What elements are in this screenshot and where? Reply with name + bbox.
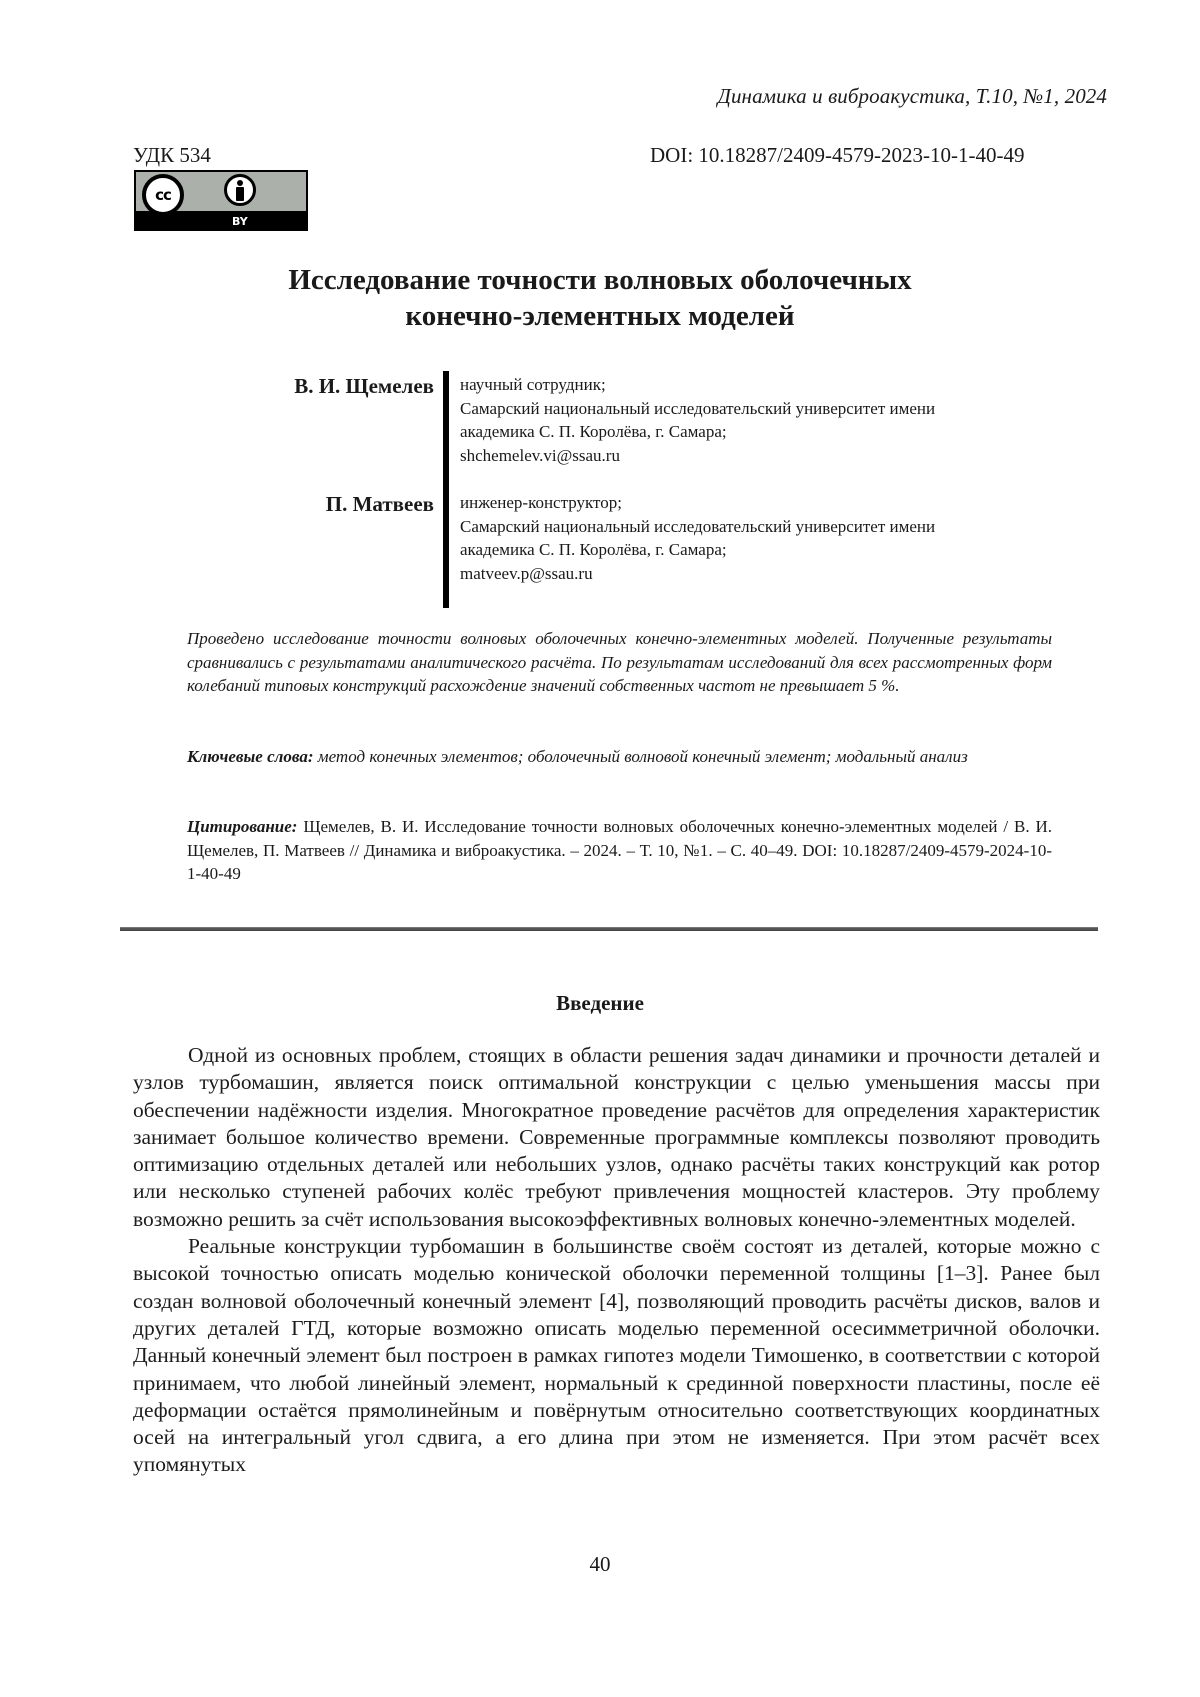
- author-affiliation: академика С. П. Королёва, г. Самара;: [460, 422, 727, 441]
- author-position: инженер-конструктор;: [460, 493, 622, 512]
- citation: [187, 815, 1052, 886]
- body-text: [133, 1042, 1100, 1479]
- citation-label: Цитирование:: [187, 817, 298, 836]
- author-email[interactable]: shchemelev.vi@ssau.ru: [460, 445, 620, 465]
- author-divider-bar: [443, 371, 449, 608]
- paragraph: Реальные конструкции турбомашин в большинстве своём состоят из деталей, которые можно с высокой точностью описать моделью конической оболочки переменной толщины [1–3]. Ранее был создан волновой оболочечный конечный элемент [4], позволяющий проводить расчёты дисков, валов и других деталей ГТД, которые возможно описать моделью переменной осесимметричной оболочки. Данный конечный элемент был построен в рамках гипотез модели Тимошенко, в соответствии с которой принимаем, что любой линейный элемент, нормальный к срединной поверхности пластины, после её деформации остаётся прямолинейным и повёрнутым относительно соответствующих координатных осей на интегральный угол сдвига, а его длина при этом не изменяется. При этом расчёт всех упомянутых: [133, 1234, 1100, 1477]
- keywords-text: метод конечных элементов; оболочечный волновой конечный элемент; модальный анализ: [317, 747, 968, 766]
- abstract: Проведено исследование точности волновых оболочечных конечно-элементных моделей. Полученные результаты сравнивались с результатами аналитического расчёта. По результатам исследований для всех рассмотренных форм колебаний типовых конструкций расхождение значений собственных частот не превышает 5 %.: [187, 629, 1052, 695]
- creative-commons-icon: [142, 174, 184, 216]
- author-info: [460, 373, 935, 467]
- keywords-label: Ключевые слова:: [187, 747, 314, 766]
- section-heading: Введение: [556, 991, 644, 1015]
- author-name: П. Матвеев: [325, 492, 434, 516]
- cc-by-license-icon: [134, 170, 308, 231]
- author-affiliation: академика С. П. Королёва, г. Самара;: [460, 540, 727, 559]
- cc-label: cc: [155, 186, 171, 204]
- paragraph: Одной из основных проблем, стоящих в области решения задач динамики и прочности деталей и узлов турбомашин, является поиск оптимальной конструкции с целью уменьшения массы при обеспечении надёжности изделия. Многократное проведение расчётов для определения характеристик занимает большое количество времени. Современные программные комплексы позволяют проводить оптимизацию отдельных деталей или небольших узлов, однако расчёты таких конструкций как ротор или несколько ступеней рабочих колёс требуют привлечения мощностей кластеров. Эту проблему возможно решить за счёт использования высокоэффективных волновых конечно-элементных моделей.: [133, 1043, 1100, 1231]
- by-label: BY: [232, 215, 248, 228]
- author-email[interactable]: matveev.p@ssau.ru: [460, 563, 593, 583]
- article-title: [160, 262, 1040, 334]
- attribution-person-icon: [224, 174, 256, 206]
- title-line-1: Исследование точности волновых оболочечных: [288, 264, 912, 296]
- person-head: [237, 180, 243, 186]
- author-affiliation: Самарский национальный исследовательский университет имени: [460, 516, 936, 536]
- udk-code: УДК 534: [133, 143, 211, 167]
- section-divider: [120, 927, 1098, 931]
- page-number: 40: [589, 1552, 611, 1576]
- keywords: [187, 745, 1052, 769]
- author-affiliation: Самарский национальный исследовательский университет имени: [460, 398, 936, 418]
- citation-text: Щемелев, В. И. Исследование точности волновых оболочечных конечно-элементных моделей / В. И. Щемелев, П. Матвеев // Динамика и виброакустика. – 2024. – Т. 10, №1. – С. 40–49. DOI: 10.18287/2409-4579-2024-10-1-40-49: [187, 817, 1052, 883]
- author-position: научный сотрудник;: [460, 375, 606, 394]
- author-info: [460, 491, 935, 585]
- title-line-2: конечно-элементных моделей: [405, 300, 795, 332]
- person-body: [236, 187, 244, 201]
- journal-header: Динамика и виброакустика, Т.10, №1, 2024: [717, 84, 1107, 108]
- doi: DOI: 10.18287/2409-4579-2023-10-1-40-49: [650, 143, 1025, 167]
- author-name: В. И. Щемелев: [294, 374, 434, 398]
